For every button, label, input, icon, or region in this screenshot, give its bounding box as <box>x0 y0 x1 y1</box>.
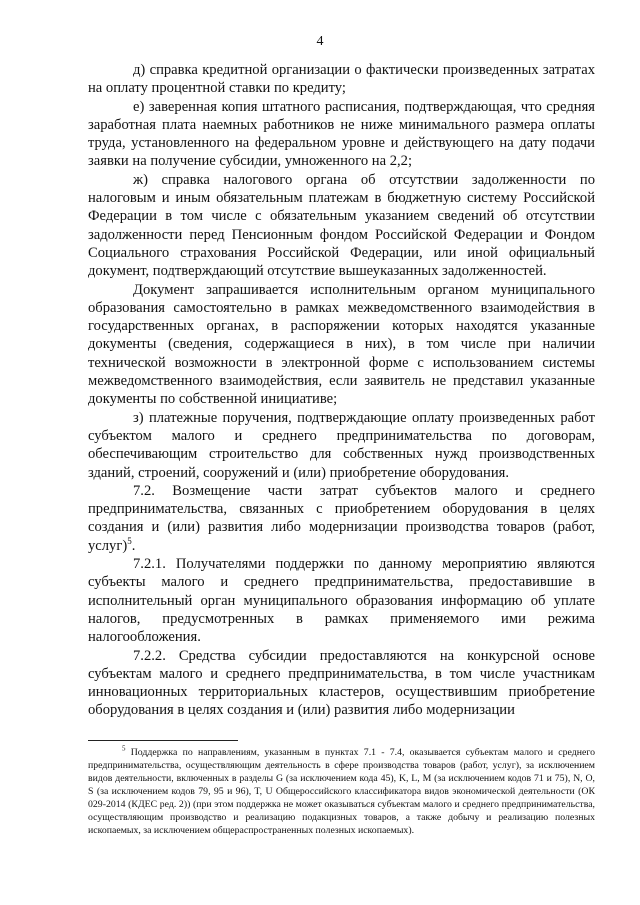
document-body <box>88 61 595 720</box>
footnote-reference[interactable]: 5 <box>127 535 132 546</box>
paragraph-7-2 <box>88 482 595 555</box>
paragraph-7-2-text: 7.2. Возмещение части затрат субъектов малого и среднего предпринимательства, связанных с приобретением оборудования в целях создания и (или) развития либо модернизации производства товаров (работ, услуг) <box>88 482 595 554</box>
paragraph-7-2-2: 7.2.2. Средства субсидии предоставляются на конкурсной основе субъектам малого и среднего предпринимательства, в том числе участникам инновационных территориальных кластеров, осуществившим приобретение оборудования в целях создания и (или) развития либо модернизации <box>88 647 595 719</box>
paragraph-zh: ж) справка налогового органа об отсутствии задолженности по налоговым и иным обязательным платежам в бюджетную систему Российской Федерации в том числе с обязательным указанием сведений об отсутствии задолженности перед Пенсионным фондом Российской Федерации и Фондом Социального страхования Российской Федерации, или иной официальный документ, подтверждающий отсутствие вышеуказанных задолженностей. <box>88 171 595 280</box>
footnote-divider <box>88 740 238 741</box>
paragraph-7-2-tail: . <box>131 537 136 554</box>
paragraph-z: з) платежные поручения, подтверждающие оплату произведенных работ субъектом малого и среднего предпринимательства по договорам, обеспечивающим строительство для собственных нужд производственных зданий, строений, сооружений и (или) приобретение оборудования. <box>88 409 595 481</box>
footnote <box>88 746 595 837</box>
paragraph-d: д) справка кредитной организации о фактически произведенных затратах на оплату процентной ставки по кредиту; <box>88 62 595 97</box>
paragraph-7-2-1: 7.2.1. Получателями поддержки по данному мероприятию являются субъекты малого и среднего предпринимательства, предоставившие в исполнительный орган муниципального образования информацию об уплате налогов, предусмотренных в рамках применяемого ими режима налогообложения. <box>88 556 595 646</box>
footnote-text: Поддержка по направлениям, указанным в пунктах 7.1 - 7.4, оказывается субъектам малого и среднего предпринимательства, осуществляющим деятельность в сфере производства товаров (работ, услуг), за исключением видов деятельности, включенных в разделы G (за исключением кода 45), K, L, M (за исключением кодов 71 и 75), N, O, S (за исключением кодов 79, 95 и 96), T, U Общероссийского классификатора видов экономической деятельности (ОК 029-2014 (КДЕС ред. 2)) (при этом поддержка не может оказываться субъектам малого и среднего предпринимательства, осуществляющим производство и реализацию подакцизных товаров, а также добычу и реализацию полезных ископаемых, за исключением общераспространенных полезных ископаемых). <box>88 747 596 836</box>
page-number: 4 <box>316 34 324 49</box>
footnote-marker: 5 <box>122 744 126 753</box>
paragraph-document-request: Документ запрашивается исполнительным органом муниципального образования самостоятельно в рамках межведомственного взаимодействия в государственных органах, в распоряжении которых находятся указанные документы (сведения, содержащиеся в них), в том числе при наличии технической возможности в электронной форме с использованием системы межведомственного взаимодействия, если заявитель не представил указанные документы по собственной инициативе; <box>88 281 595 408</box>
paragraph-e: е) заверенная копия штатного расписания, подтверждающая, что средняя заработная плата наемных работников не ниже минимального размера оплаты труда, установленного на федеральном уровне и действующего на дату подачи заявки на получение субсидии, умноженного на 2,2; <box>88 98 595 170</box>
